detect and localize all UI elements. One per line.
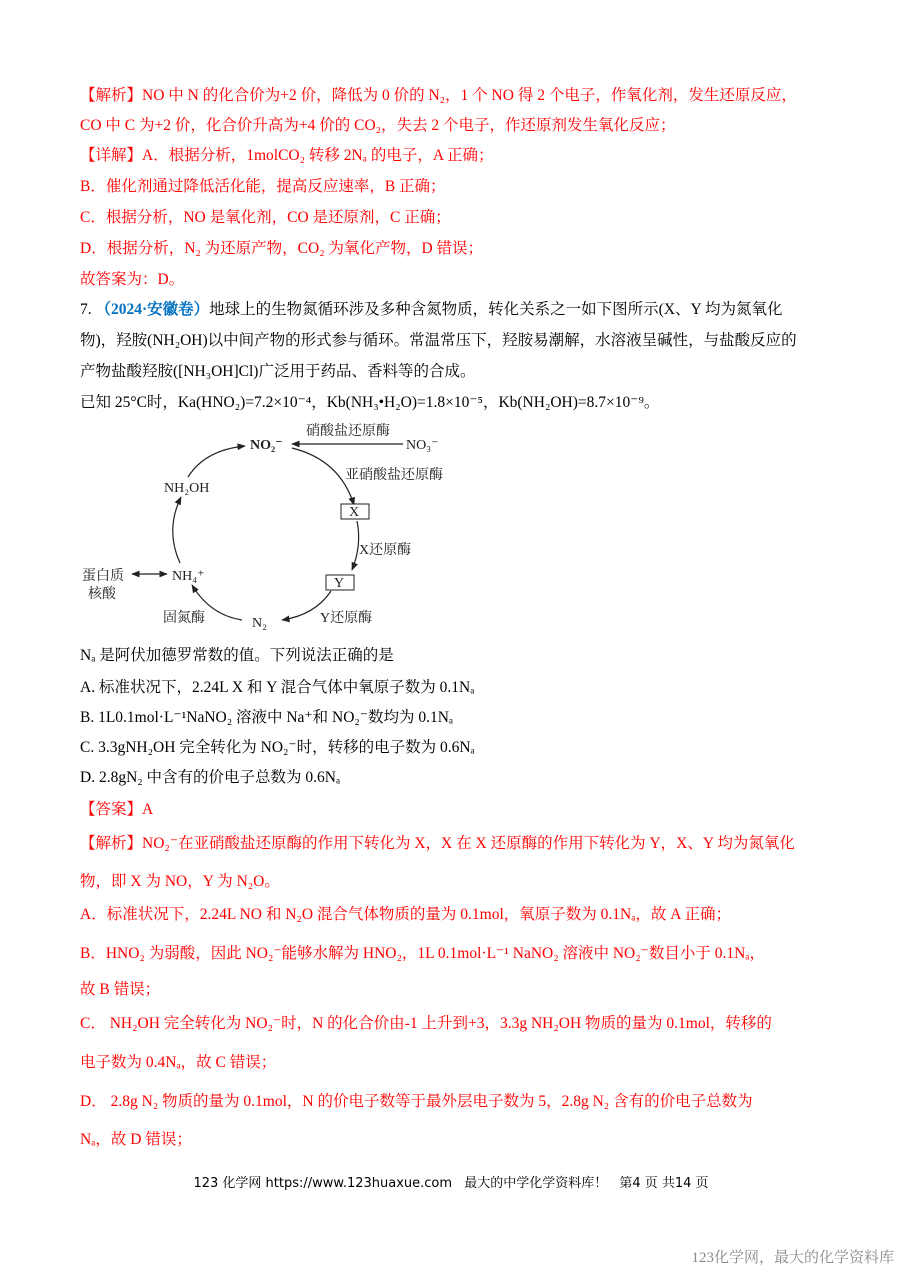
solution-c-2: 电子数为 0.4Nₐ，故 C 错误； xyxy=(80,1054,277,1071)
question-stem-line-3: 产物盐酸羟胺([NH₃OH]Cl)广泛用于药品、香料等的合成。 xyxy=(80,363,476,380)
question-prompt: Nₐ 是阿伏加德罗常数的值。下列说法正确的是 xyxy=(80,647,394,664)
footer-slogan: 最大的中学化学资料库！ xyxy=(464,1176,608,1191)
label-x-reductase: X还原酶 xyxy=(359,543,412,558)
prev-detail-a: 【详解】A．根据分析，1molCO₂ 转移 2Nₐ 的电子，A 正确； xyxy=(80,147,494,164)
question-stem-line-1: 7. （2024·安徽卷）地球上的生物氮循环涉及多种含氮物质，转化关系之一如下图所示(X、Y 均为氮氧化 xyxy=(80,301,783,318)
solution-d-1: D． 2.8g N₂ 物质的量为 0.1mol，N 的价电子数等于最外层电子数为 5，2.8g N₂ 含有的价电子总数为 xyxy=(80,1093,753,1110)
label-y: Y xyxy=(334,576,345,591)
solution-b-2: 故 B 错误； xyxy=(80,981,161,998)
footer-page-number: 第4 页 共14 页 xyxy=(619,1176,709,1191)
solution-b-1: B．HNO₂ 为弱酸，因此 NO₂⁻能够水解为 HNO₂，1L 0.1mol·L⁻¹ NaNO₂ 溶液中 NO₂⁻数目小于 0.1Nₐ， xyxy=(80,945,766,962)
analysis-label: 【解析】 xyxy=(80,87,143,104)
option-a: A. 标准状况下，2.24L X 和 Y 混合气体中氧原子数为 0.1Nₐ xyxy=(80,679,475,696)
answer-value: A xyxy=(142,801,154,818)
label-nitrate-reductase: 硝酸盐还原酶 xyxy=(306,424,390,439)
label-nh4: NH₄⁺ xyxy=(172,569,205,584)
page-footer xyxy=(0,1172,902,1191)
solution-line-2: 物，即 X 为 NO，Y 为 N₂O。 xyxy=(80,873,280,890)
answer-label: 【答案】 xyxy=(80,801,143,818)
label-x: X xyxy=(349,505,360,520)
solution-d-2: Nₐ，故 D 错误； xyxy=(80,1131,192,1148)
label-nitrite-reductase: 亚硝酸盐还原酶 xyxy=(345,468,443,483)
label-no2: NO₂⁻ xyxy=(250,438,283,453)
nitrogen-cycle-diagram xyxy=(70,415,470,645)
prev-detail-d: D．根据分析，N₂ 为还原产物，CO₂ 为氧化产物，D 错误； xyxy=(80,240,484,257)
arrow-x-to-y xyxy=(352,521,359,570)
question-stem-line-4: 已知 25°C时，Ka(HNO₂)=7.2×10⁻⁴，Kb(NH₃•H₂O)=1.8×10⁻⁵，Kb(NH₂OH)=8.7×10⁻⁹。 xyxy=(80,394,660,411)
label-nitrogenase: 固氮酶 xyxy=(163,611,205,626)
label-y-reductase: Y还原酶 xyxy=(320,611,373,626)
prev-conclusion: 故答案为：D。 xyxy=(80,271,185,288)
prev-analysis-line-1: 【解析】NO 中 N 的化合价为+2 价，降低为 0 价的 N₂，1 个 NO 得 2 个电子，作氧化剂，发生还原反应， xyxy=(80,87,797,104)
option-b: B. 1L0.1mol·L⁻¹NaNO₂ 溶液中 Na⁺和 NO₂⁻数均为 0.1Nₐ xyxy=(80,709,454,726)
label-protein: 蛋白质 xyxy=(82,569,124,584)
footer-site: 123 化学网 https://www.123huaxue.com xyxy=(193,1176,453,1191)
option-d: D. 2.8gN₂ 中含有的价电子总数为 0.6Nₐ xyxy=(80,769,341,786)
answer-line xyxy=(80,800,153,820)
detail-label: 【详解】 xyxy=(80,147,143,164)
solution-line-1: 【解析】NO₂⁻在亚硝酸盐还原酶的作用下转化为 X，X 在 X 还原酶的作用下转化为 Y，X、Y 均为氮氧化 xyxy=(80,835,795,852)
label-no3: NO₃⁻ xyxy=(406,438,439,453)
label-n2: N₂ xyxy=(252,616,267,631)
label-nucleic-acid: 核酸 xyxy=(88,587,116,602)
arrow-nh4-to-nh2oh xyxy=(173,497,181,563)
watermark: 123化学网，最大的化学资料库 xyxy=(691,1250,894,1266)
prev-analysis-line-2: CO 中 C 为+2 价，化合价升高为+4 价的 CO₂，失去 2 个电子，作还原剂发生氧化反应； xyxy=(80,117,676,134)
solution-a: A．标准状况下，2.24L NO 和 N₂O 混合气体物质的量为 0.1mol，氧原子数为 0.1Nₐ，故 A 正确； xyxy=(80,906,732,923)
prev-detail-c: C．根据分析，NO 是氧化剂，CO 是还原剂，C 正确； xyxy=(80,209,451,226)
question-number: 7. xyxy=(80,301,92,318)
question-source: （2024·安徽卷） xyxy=(95,301,210,318)
solution-c-1: C． NH₂OH 完全转化为 NO₂⁻时，N 的化合价由-1 上升到+3，3.3g NH₂OH 物质的量为 0.1mol，转移的 xyxy=(80,1015,772,1032)
option-c: C. 3.3gNH₂OH 完全转化为 NO₂⁻时，转移的电子数为 0.6Nₐ xyxy=(80,739,475,756)
prev-detail-b: B．催化剂通过降低活化能，提高反应速率，B 正确； xyxy=(80,178,446,195)
label-nh2oh: NH₂OH xyxy=(164,481,210,496)
arrow-nh2oh-to-no2 xyxy=(188,446,245,477)
analysis-label: 【解析】 xyxy=(80,835,143,852)
question-stem-line-2: 物)，羟胺(NH₂OH)以中间产物的形式参与循环。常温常压下，羟胺易潮解，水溶液呈碱性，与盐酸反应的 xyxy=(80,332,797,349)
